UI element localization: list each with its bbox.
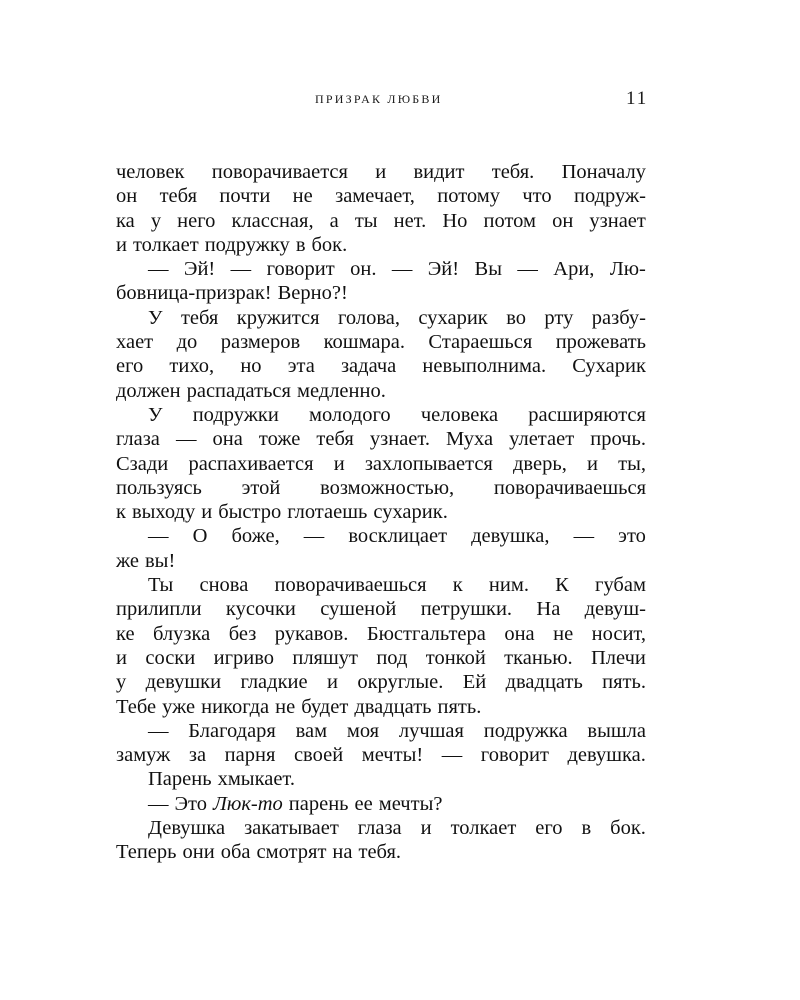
word: У [148, 403, 163, 426]
word: должен [116, 379, 181, 402]
word: никогда [201, 695, 270, 718]
word: это [618, 525, 646, 548]
word: бок. [610, 817, 646, 840]
word: его [116, 355, 144, 378]
word: узнает [589, 209, 646, 232]
word: На [536, 598, 561, 621]
word: не [292, 185, 313, 208]
word: — [391, 258, 413, 281]
text-line [116, 209, 646, 233]
text-line [116, 354, 646, 378]
word: Люк-то [212, 792, 283, 815]
text-line [116, 695, 646, 719]
word: Благодаря [188, 719, 276, 742]
word: голова, [338, 306, 400, 329]
word: улетает [509, 428, 575, 451]
word: он. [350, 258, 377, 281]
word: разбу- [591, 306, 646, 329]
word: — [303, 525, 325, 548]
word: глаза [116, 428, 160, 451]
word: ке [116, 622, 135, 645]
word: носит, [591, 622, 646, 645]
word: нет. [393, 209, 427, 232]
word: потом [483, 209, 536, 232]
word: почти [219, 185, 271, 208]
word: человека [420, 403, 499, 426]
text-line [116, 476, 646, 500]
word: Поначалу [561, 161, 646, 183]
word: Стараешься [428, 331, 533, 354]
word: Эй! [183, 258, 216, 281]
word: размеров [220, 331, 301, 354]
word: бок. [311, 233, 348, 256]
word: ка [116, 209, 135, 232]
word: и [326, 671, 338, 694]
word: восклицает [348, 525, 448, 548]
word: потому [437, 185, 501, 208]
word: и [116, 646, 127, 669]
word: тебя [180, 306, 219, 329]
word: сухарик. [373, 501, 448, 524]
word: вам [295, 719, 328, 742]
word: кружится [236, 306, 320, 329]
word: Сухарик [572, 355, 646, 378]
text-line [116, 184, 646, 208]
word: моя [346, 719, 380, 742]
word: — [148, 719, 169, 742]
word: распадаться [186, 379, 291, 402]
word: распахивается [188, 452, 314, 475]
word: блузка [153, 622, 211, 645]
word: тихо, [169, 355, 215, 378]
word: хает [116, 331, 154, 354]
word: тебя [159, 185, 198, 208]
word: глотаешь [287, 501, 368, 524]
word: она [504, 622, 535, 645]
word: выходу [131, 501, 196, 524]
word: прочь. [590, 428, 646, 451]
word: — [175, 428, 197, 451]
text-line [116, 427, 646, 451]
word: Но [442, 209, 468, 232]
word: а [329, 209, 339, 232]
word: девушка, [471, 525, 550, 548]
word: же [116, 549, 139, 572]
word: Девушка [148, 817, 226, 840]
word: тканью. [504, 646, 573, 669]
word: молодого [308, 403, 391, 426]
word: тебя [316, 428, 354, 451]
word: и [333, 452, 345, 475]
word: замуж [116, 744, 171, 767]
word: — [148, 525, 169, 548]
text-line [116, 403, 646, 427]
word: в [295, 233, 306, 256]
word: рукавов. [274, 622, 349, 645]
word: глаза [357, 817, 402, 840]
word: ним. [488, 574, 529, 597]
word: замечает, [335, 185, 415, 208]
text-line [116, 281, 646, 305]
word: Теперь [116, 841, 177, 864]
word: вы! [145, 549, 176, 572]
word: этой [241, 476, 281, 499]
word: закатывает [244, 817, 339, 840]
word: него [177, 209, 216, 232]
word: — [573, 525, 595, 548]
word: классная, [231, 209, 314, 232]
word: девушка. [567, 744, 646, 767]
word: тебя. [491, 161, 535, 183]
text-line [116, 573, 646, 597]
word: — [441, 744, 463, 767]
word: гладкие [240, 671, 308, 694]
word: парень [288, 792, 349, 815]
word: говорит [480, 744, 549, 767]
word: и [116, 233, 127, 256]
word: губам [595, 574, 646, 597]
text-line [116, 233, 646, 257]
text-line [116, 330, 646, 354]
word: и [586, 452, 598, 475]
word: уже [162, 695, 196, 718]
word: пляшут [292, 646, 358, 669]
word: к [452, 574, 463, 597]
word: захлопывается [364, 452, 493, 475]
word: пять. [602, 671, 646, 694]
word: у [116, 671, 127, 694]
word: и [201, 501, 213, 524]
word: без [228, 622, 257, 645]
word: Плечи [591, 646, 646, 669]
word: расширяются [528, 403, 646, 426]
word: но [240, 355, 262, 378]
word: прожевать [555, 331, 646, 354]
text-line [116, 306, 646, 330]
word: толкает [132, 233, 199, 256]
word: сухарик [418, 306, 488, 329]
word: оба [220, 841, 251, 864]
word: ты [354, 209, 378, 232]
word: к [116, 501, 126, 524]
word: медленно. [296, 379, 386, 402]
word: бовница-призрак! [116, 282, 272, 305]
text-line [116, 670, 646, 694]
word: до [176, 331, 198, 354]
word: человек [116, 161, 185, 183]
word: Верно?! [277, 282, 348, 305]
text-line [116, 549, 646, 573]
word: Парень [148, 768, 212, 791]
word: мечты? [378, 792, 443, 815]
text-line [116, 719, 646, 743]
word: округлые. [357, 671, 444, 694]
word: — [148, 258, 169, 281]
word: поворачивается [211, 161, 348, 183]
word: быстро [218, 501, 282, 524]
word: не [553, 622, 574, 645]
word: — [230, 258, 252, 281]
text-line [116, 160, 646, 184]
text-line [116, 524, 646, 548]
body-text [116, 160, 646, 865]
running-head [0, 90, 800, 110]
word: снова [199, 574, 249, 597]
text-line [116, 597, 646, 621]
word: вышла [587, 719, 646, 742]
word: двадцать [354, 695, 432, 718]
word: рту [544, 306, 574, 329]
word: кусочки [225, 598, 296, 621]
word: хмыкает. [217, 768, 295, 791]
word: будет [301, 695, 349, 718]
text-line [116, 743, 646, 767]
word: он [116, 185, 138, 208]
text-line [116, 257, 646, 281]
text-line [116, 816, 646, 840]
word: Лю- [609, 258, 646, 281]
word: парня [224, 744, 276, 767]
text-line [116, 840, 646, 864]
word: толкает [450, 817, 517, 840]
word: девушки [145, 671, 222, 694]
word: она [212, 428, 243, 451]
word: говорит [266, 258, 335, 281]
word: пять. [437, 695, 482, 718]
word: пользуясь [116, 476, 202, 499]
word: Эй! [427, 258, 460, 281]
word: мечты! [361, 744, 424, 767]
word: и [375, 161, 387, 183]
word: поворачиваешься [493, 476, 646, 499]
text-line [116, 452, 646, 476]
word: боже, [231, 525, 280, 548]
word: подружку [204, 233, 290, 256]
word: тебя. [358, 841, 402, 864]
word: поворачиваешься [274, 574, 427, 597]
word: О [192, 525, 208, 548]
word: не [275, 695, 296, 718]
word: девуш- [584, 598, 646, 621]
word: тонкой [425, 646, 486, 669]
word: он [552, 209, 574, 232]
word: возможностью, [320, 476, 455, 499]
word: под [376, 646, 408, 669]
word: двадцать [505, 671, 583, 694]
word: Муха [446, 428, 494, 451]
word: на [332, 841, 353, 864]
word: Ей [462, 671, 487, 694]
word: ты, [618, 452, 646, 475]
word: кошмара. [323, 331, 405, 354]
word: за [188, 744, 207, 767]
word: игриво [213, 646, 274, 669]
word: прилипли [116, 598, 202, 621]
word: Ари, [553, 258, 595, 281]
word: смотрят [256, 841, 327, 864]
word: К [555, 574, 569, 597]
running-title: ПРИЗРАК ЛЮБВИ [315, 92, 443, 106]
text-line [116, 379, 646, 403]
word: у [150, 209, 162, 232]
word: узнает. [369, 428, 430, 451]
word: соски [145, 646, 196, 669]
word: сушеной [320, 598, 397, 621]
text-line [116, 500, 646, 524]
text-line [116, 646, 646, 670]
word: и [420, 817, 432, 840]
word: подруж- [573, 185, 646, 208]
word: его [535, 817, 563, 840]
word: видит [413, 161, 465, 183]
word: петрушки. [420, 598, 513, 621]
word: подружки [192, 403, 279, 426]
word: невыполнима. [422, 355, 547, 378]
word: У [148, 306, 163, 329]
page-number: 11 [626, 88, 649, 109]
word: — [148, 792, 169, 815]
word: Тебе [116, 695, 157, 718]
word: ее [354, 792, 373, 815]
word: во [506, 306, 526, 329]
word: Вы [474, 258, 502, 281]
word: эта [287, 355, 315, 378]
word: в [581, 817, 592, 840]
word: лучшая [398, 719, 464, 742]
word: подружка [483, 719, 568, 742]
word: тоже [258, 428, 301, 451]
word: они [182, 841, 215, 864]
text-line [116, 622, 646, 646]
word: — [517, 258, 538, 281]
text-line [116, 767, 646, 791]
word: что [522, 185, 552, 208]
word: Бюстгальтера [366, 622, 486, 645]
word: Это [174, 792, 207, 815]
word: задача [340, 355, 397, 378]
word: дверь, [513, 452, 567, 475]
word: своей [293, 744, 344, 767]
word: Сзади [116, 452, 169, 475]
word: Ты [148, 574, 174, 597]
text-line [116, 792, 646, 816]
